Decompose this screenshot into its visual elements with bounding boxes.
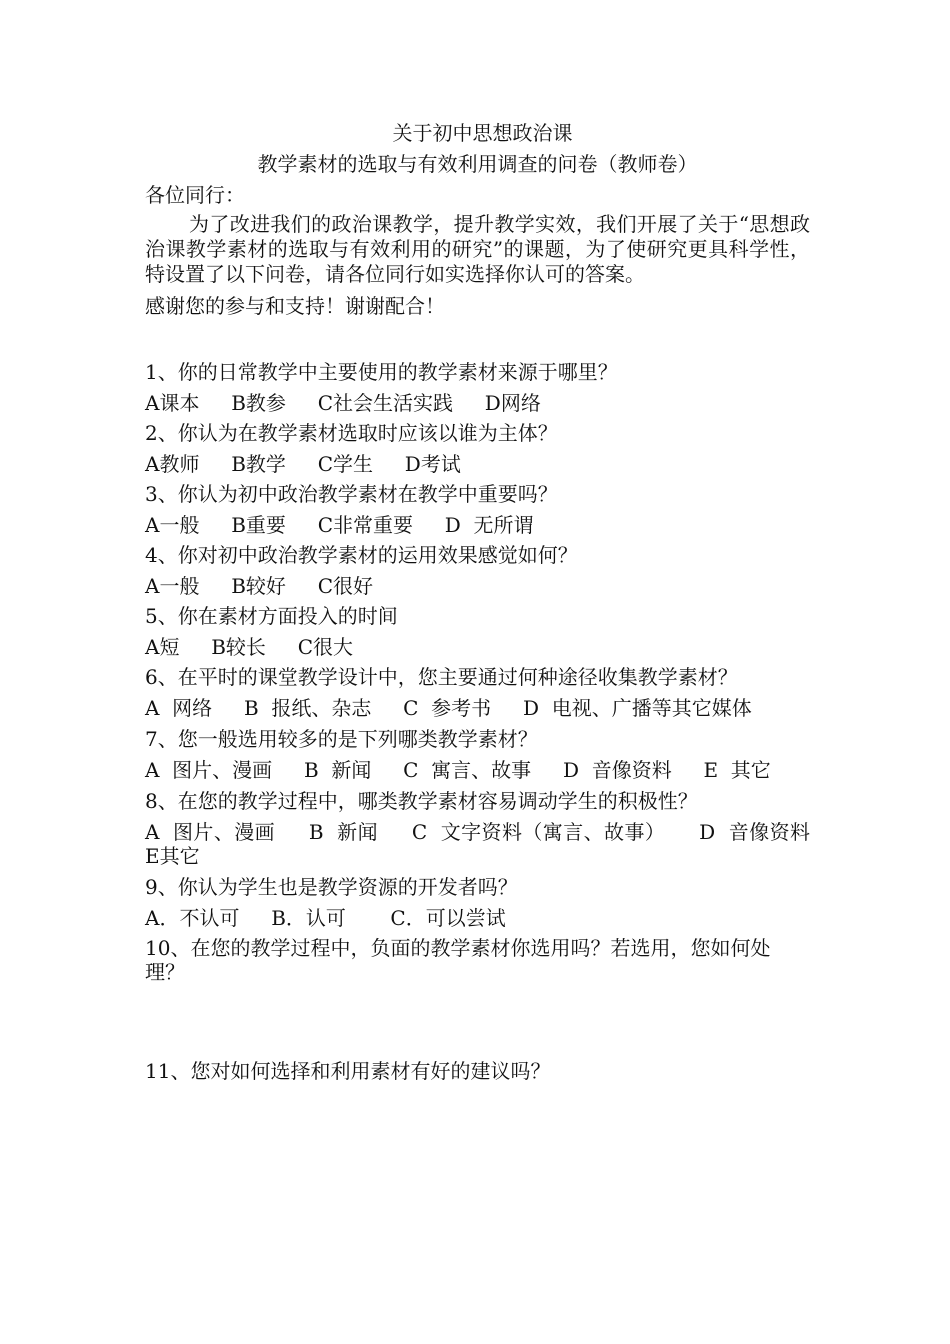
title-line-1: 关于初中思想政治课 bbox=[392, 121, 573, 145]
title-line-2: 教学素材的选取与有效利用调查的问卷（教师卷） bbox=[257, 152, 698, 176]
intro-paragraph: 为了改进我们的政治课教学，提升教学实效，我们开展了关于“思想政治课教学素材的选取与有效利用的研究”的课题，为了使研究更具科学性，特设置了以下问卷，请各位同行如实选择你认可的答案。 bbox=[145, 212, 810, 286]
question-1-options: A课本 B教参 C社会生活实践 D网络 bbox=[145, 391, 541, 415]
question-6-options: A 网络 B 报纸、杂志 C 参考书 D 电视、广播等其它媒体 bbox=[145, 696, 752, 720]
question-5-options: A短 B较长 C很大 bbox=[145, 635, 354, 659]
question-5: 5、你在素材方面投入的时间 bbox=[145, 604, 398, 628]
questionnaire-page bbox=[145, 118, 842, 1086]
question-9: 9、你认为学生也是教学资源的开发者吗？ bbox=[145, 875, 518, 899]
question-4-options: A一般 B较好 C很好 bbox=[145, 574, 374, 598]
question-7-options: A 图片、漫画 B 新闻 C 寓言、故事 D 音像资料 E 其它 bbox=[145, 758, 771, 782]
question-3: 3、你认为初中政治教学素材在教学中重要吗？ bbox=[145, 482, 558, 506]
question-4: 4、你对初中政治教学素材的运用效果感觉如何？ bbox=[145, 543, 578, 567]
question-8: 8、在您的教学过程中，哪类教学素材容易调动学生的积极性？ bbox=[145, 789, 698, 813]
question-11: 11、您对如何选择和利用素材有好的建议吗？ bbox=[145, 1059, 551, 1083]
question-10: 10、在您的教学过程中，负面的教学素材你选用吗？若选用，您如何处理？ bbox=[145, 936, 771, 984]
question-9-options: A．不认可 B．认可 C．可以尝试 bbox=[145, 906, 506, 930]
question-2-options: A教师 B教学 C学生 D考试 bbox=[145, 452, 461, 476]
question-8-options: A 图片、漫画 B 新闻 C 文字资料（寓言、故事） D 音像资料 E其它 bbox=[145, 820, 842, 868]
question-6: 6、在平时的课堂教学设计中，您主要通过何种途径收集教学素材？ bbox=[145, 665, 738, 689]
question-2: 2、你认为在教学素材选取时应该以谁为主体？ bbox=[145, 421, 558, 445]
question-7: 7、您一般选用较多的是下列哪类教学素材？ bbox=[145, 727, 538, 751]
question-3-options: A一般 B重要 C非常重要 D 无所谓 bbox=[145, 513, 534, 537]
question-list bbox=[145, 357, 842, 1086]
greeting: 各位同行： bbox=[145, 183, 245, 207]
thanks-line: 感谢您的参与和支持！谢谢配合！ bbox=[145, 294, 445, 318]
question-1: 1、你的日常教学中主要使用的教学素材来源于哪里？ bbox=[145, 360, 618, 384]
